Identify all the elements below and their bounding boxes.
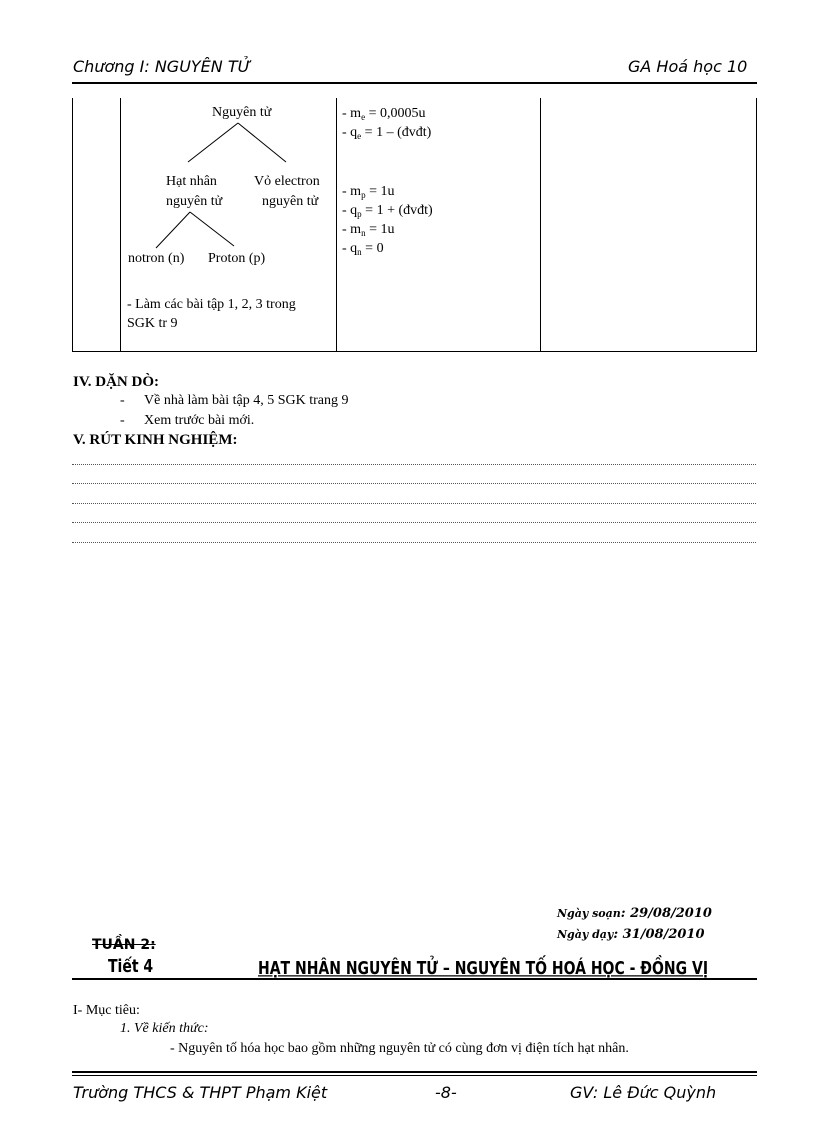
table-border-left bbox=[72, 98, 73, 352]
section-iv-bullet-2: - bbox=[120, 413, 125, 428]
homework-line-2: SGK tr 9 bbox=[127, 316, 178, 331]
footer-rule-top bbox=[72, 1071, 757, 1073]
notes-line-5 bbox=[72, 542, 756, 543]
table-divider-3 bbox=[540, 98, 541, 352]
tree-shell-label-1: Vỏ electron bbox=[254, 174, 320, 189]
section-iv-title: IV. DẶN DÒ: bbox=[73, 374, 159, 390]
notes-line-1 bbox=[72, 464, 756, 465]
knowledge-line: - Nguyên tố hóa học bao gồm những nguyên tử có cùng đơn vị điện tích hạt nhân. bbox=[170, 1041, 629, 1056]
lesson-title: HẠT NHÂN NGUYÊN TỬ – NGUYÊN TỐ HOÁ HỌC - ĐỒNG VỊ bbox=[258, 959, 709, 979]
section-iv-item-1: Về nhà làm bài tập 4, 5 SGK trang 9 bbox=[144, 393, 349, 408]
footer-rule-bottom bbox=[72, 1075, 757, 1076]
notes-line-3 bbox=[72, 503, 756, 504]
homework-line-1: - Làm các bài tập 1, 2, 3 trong bbox=[127, 297, 296, 312]
period-label: Tiết 4 bbox=[108, 957, 154, 977]
tree-root-label: Nguyên tử bbox=[212, 105, 272, 120]
tree-edge-root-nucleus bbox=[188, 123, 238, 162]
section-v-title: V. RÚT KINH NGHIỆM: bbox=[73, 432, 238, 448]
tree-neutron-label: notron (n) bbox=[128, 251, 185, 266]
notes-line-2 bbox=[72, 483, 756, 484]
tree-edge-nucleus-proton bbox=[190, 212, 234, 246]
notes-line-4 bbox=[72, 522, 756, 523]
footer-teacher: GV: Lê Đức Quỳnh bbox=[570, 1083, 717, 1102]
section-iv-bullet-1: - bbox=[120, 393, 125, 408]
lesson-title-rule bbox=[72, 978, 757, 980]
neutron-charge: - $q_n = 0$ bbox=[342, 241, 384, 257]
objectives-title: I- Mục tiêu: bbox=[73, 1003, 140, 1018]
knowledge-title: 1. Về kiến thức: bbox=[120, 1021, 209, 1036]
electron-mass: - $m_e = 0,0005u$ bbox=[342, 106, 426, 122]
footer-school: Trường THCS & THPT Phạm Kiệt bbox=[73, 1083, 328, 1102]
week-label: TUẦN 2: bbox=[92, 937, 156, 953]
neutron-mass: - $m_n = 1u$ bbox=[342, 222, 395, 238]
header-chapter: Chương I: NGUYÊN TỬ bbox=[73, 57, 252, 76]
header-subject: GA Hoá học 10 bbox=[628, 57, 748, 76]
header-rule bbox=[72, 82, 757, 84]
proton-mass: - $m_p = 1u$ bbox=[342, 184, 395, 200]
section-iv-item-2: Xem trước bài mới. bbox=[144, 413, 255, 428]
tree-edge-nucleus-neutron bbox=[156, 212, 190, 248]
table-border-right bbox=[756, 98, 757, 352]
table-bottom-border bbox=[72, 351, 757, 352]
tree-nucleus-label-1: Hạt nhân bbox=[166, 174, 217, 189]
prep-date: Ngày soạn: 29/08/2010 bbox=[557, 906, 712, 921]
table-divider-2 bbox=[336, 98, 337, 352]
electron-charge: - $q_e = 1$ – (đvđt) bbox=[342, 125, 432, 141]
tree-proton-label: Proton (p) bbox=[208, 251, 266, 266]
footer-page-number: -8- bbox=[435, 1083, 457, 1102]
tree-edge-root-shell bbox=[238, 123, 286, 162]
tree-shell-label-2: nguyên tử bbox=[262, 194, 319, 209]
teach-date: Ngày dạy: 31/08/2010 bbox=[557, 927, 705, 942]
tree-nucleus-label-2: nguyên tử bbox=[166, 194, 223, 209]
proton-charge: - $q_p = 1$ + (đvđt) bbox=[342, 203, 433, 219]
